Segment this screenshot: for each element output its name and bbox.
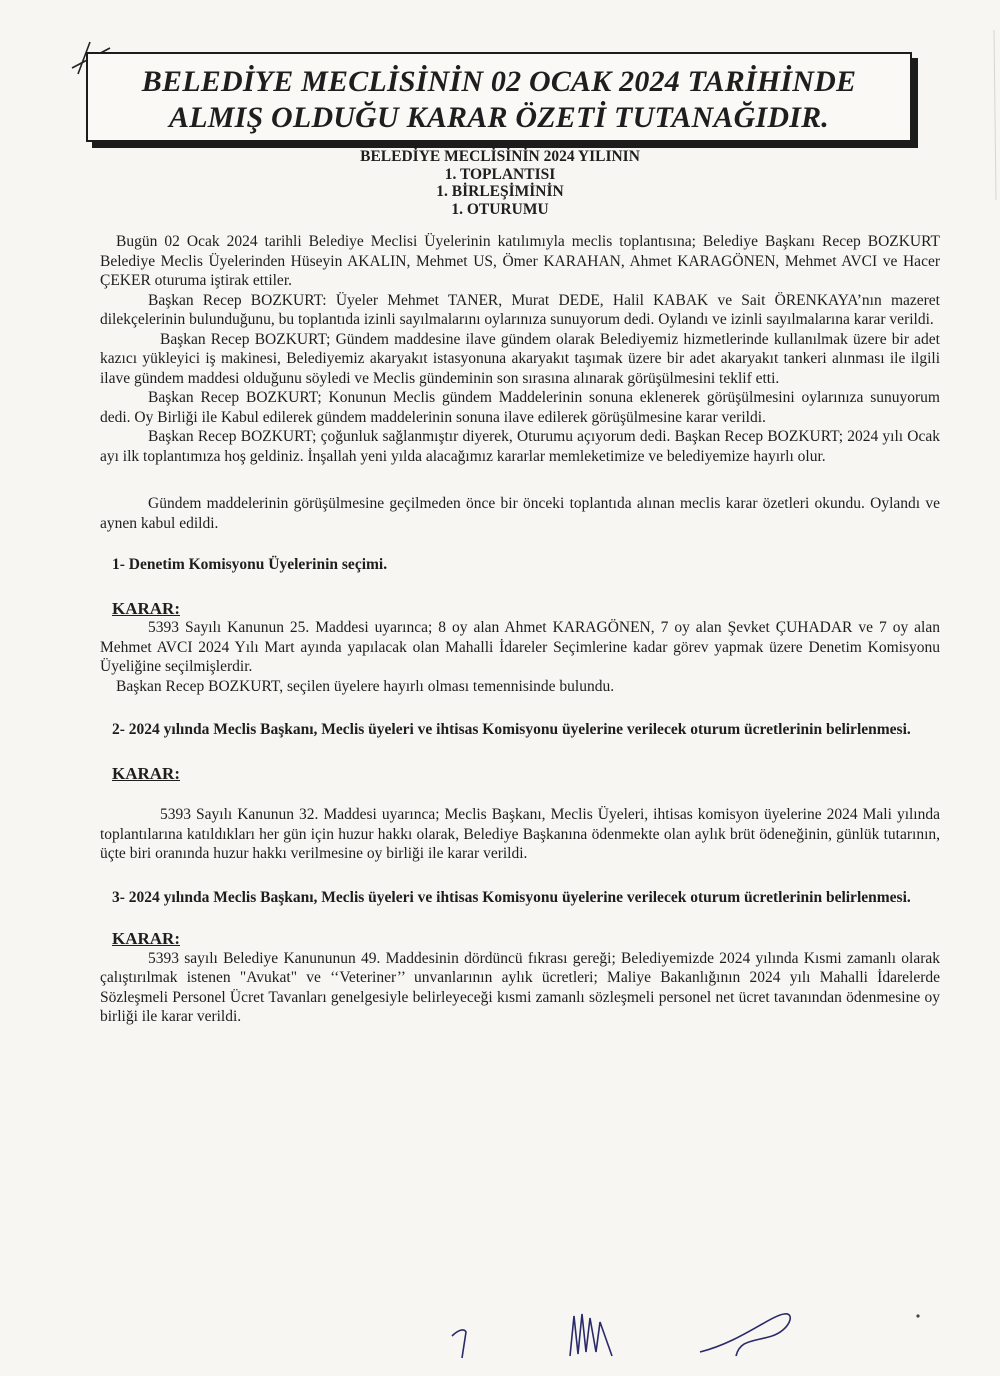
agenda-item-3-heading: 3- 2024 yılında Meclis Başkanı, Meclis üyeleri ve ihtisas Komisyonu üyelerine verilecek oturum ücretlerinin belirlenmesi.: [112, 888, 911, 906]
page-edge-mark: [986, 0, 1000, 1376]
agenda-item-1-decision: 5393 Sayılı Kanunun 25. Maddesi uyarınca; 8 oy alan Ahmet KARAGÖNEN, 7 oy alan Şevket ÇUHADAR ve 7 oy alan Mehmet AVCI 2024 Yılı Mart ayında yapılacak olan Mahalli İdareler Seçimlerine kadar görev yapmak üzere Denetim Komisyonu Üyeliğine seçilmişlerdir.: [100, 619, 940, 675]
agenda-item-1-heading: 1- Denetim Komisyonu Üyelerinin seçimi.: [112, 556, 388, 573]
title-line-2: ALMIŞ OLDUĞU KARAR ÖZETİ TUTANAĞIDIR.: [168, 101, 829, 134]
agenda-item-2-heading: 2- 2024 yılında Meclis Başkanı, Meclis üyeleri ve ihtisas Komisyonu üyelerine verilecek oturum ücretlerinin belirlenmesi.: [112, 721, 911, 738]
session-line-1: BELEDİYE MECLİSİNİN 2024 YILININ: [360, 148, 640, 165]
signature-3: [700, 1314, 790, 1356]
agenda-item-2-karar-label: KARAR:: [112, 763, 180, 783]
intro-paragraph-1: Bugün 02 Ocak 2024 tarihli Belediye Meclisi Üyelerinin katılımıyla meclis toplantısına; Belediye Başkanı Recep BOZKURT Belediye Meclis Üyelerinden Hüseyin AKALIN, Mehmet US, Ömer KARAHAN, Ahmet KARAGÖNEN, Mehmet AVCI ve Hacer ÇEKER oturuma iştirak ettiler.: [100, 233, 940, 289]
intro-paragraph-3: Başkan Recep BOZKURT; Gündem maddesine ilave gündem olarak Belediyemiz hizmetlerinde kullanılmak üzere bir adet kazıcı yükleyici iş makinesi, Belediyemiz akaryakıt istasyonuna akaryakıt taşımak üzere bir adet akaryakıt tankeri alınması ile ilgili ilave gündem maddesi olduğunu söyledi ve Meclis gündeminin son sırasına alınarak görüşülmesini teklif etti.: [100, 330, 940, 387]
agenda-item-3-decision: 5393 sayılı Belediye Kanununun 49. Maddesinin dördüncü fıkrası gereği; Belediyemizde 2024 yılında Kısmi zamanlı olarak çalıştırılmak istenen "Avukat" ve ‘‘Veteriner’’ unvanlarının aylık ücretleri; Maliye Bakanlığının 2024 yılı Mahalli İdarelerde Sözleşmeli Personel Ücret Tavanları genelgesiyle belirleyeceği kısmi zamanlı sözleşmeli personel net ücret tavanından ödenmesine oy birliği ile karar verildi.: [100, 949, 940, 1025]
document-title-box: [86, 52, 912, 142]
document-body: [100, 232, 940, 1027]
signature-1: [452, 1330, 466, 1358]
agenda-item-2-decision: 5393 Sayılı Kanunun 32. Maddesi uyarınca; Meclis Başkanı, Meclis Üyeleri, ihtisas komisyon üyelerine 2024 Mali yılında toplantılarına katıldıkları her gün için huzur hakkı olarak, Belediye Başkanına ödenmekte olan aylık brüt ödeneğinin, günlük tutarının, üçte biri oranında huzur hakkı verilmesine oy birliği ile karar verildi.: [100, 806, 940, 862]
agenda-item-1-karar-label: KARAR:: [112, 598, 180, 618]
signature-area: [440, 1296, 940, 1366]
intro-paragraph-6: Gündem maddelerinin görüşülmesine geçilmeden önce bir önceki toplantıda alınan meclis karar özetleri okundu. Oylandı ve aynen kabul edildi.: [100, 495, 940, 532]
intro-paragraph-4: Başkan Recep BOZKURT; Konunun Meclis gündem Maddelerinin sonuna eklenerek görüşülmesini oylarınıza sunuyorum dedi. Oy Birliği ile Kabul edilerek gündem maddelerinin sonuna ilave edilerek görüşülmesine karar verildi.: [100, 389, 940, 426]
agenda-item-3-karar-label: KARAR:: [112, 929, 180, 948]
session-line-2: 1. TOPLANTISI: [444, 165, 556, 183]
session-header: [0, 148, 1000, 218]
signature-2: [570, 1314, 612, 1356]
agenda-item-1-note: Başkan Recep BOZKURT, seçilen üyelere hayırlı olması temennisinde bulundu.: [116, 677, 615, 695]
session-line-4: 1. OTURUMU: [451, 200, 549, 218]
session-line-3: 1. BİRLEŞİMİNİN: [436, 183, 564, 200]
intro-paragraph-2: Başkan Recep BOZKURT: Üyeler Mehmet TANER, Murat DEDE, Halil KABAK ve Sait ÖRENKAYA’nın mazeret dilekçelerinin bulunduğunu, bu toplantıda izinli sayılmalarını oylarınıza sunuyorum dedi. Oylandı ve izinli sayılmalarına karar verildi.: [100, 291, 940, 328]
intro-paragraph-5: Başkan Recep BOZKURT; çoğunluk sağlanmıştır diyerek, Oturumu açıyorum dedi. Başkan Recep BOZKURT; 2024 yılı Ocak ayı ilk toplantımıza hoş geldiniz. İnşallah yeni yılda alacağımız kararlar memleketimize ve belediyemize hayırlı olur.: [100, 428, 940, 465]
title-line-1: BELEDİYE MECLİSİNİN 02 OCAK 2024 TARİHİNDE: [141, 65, 857, 98]
